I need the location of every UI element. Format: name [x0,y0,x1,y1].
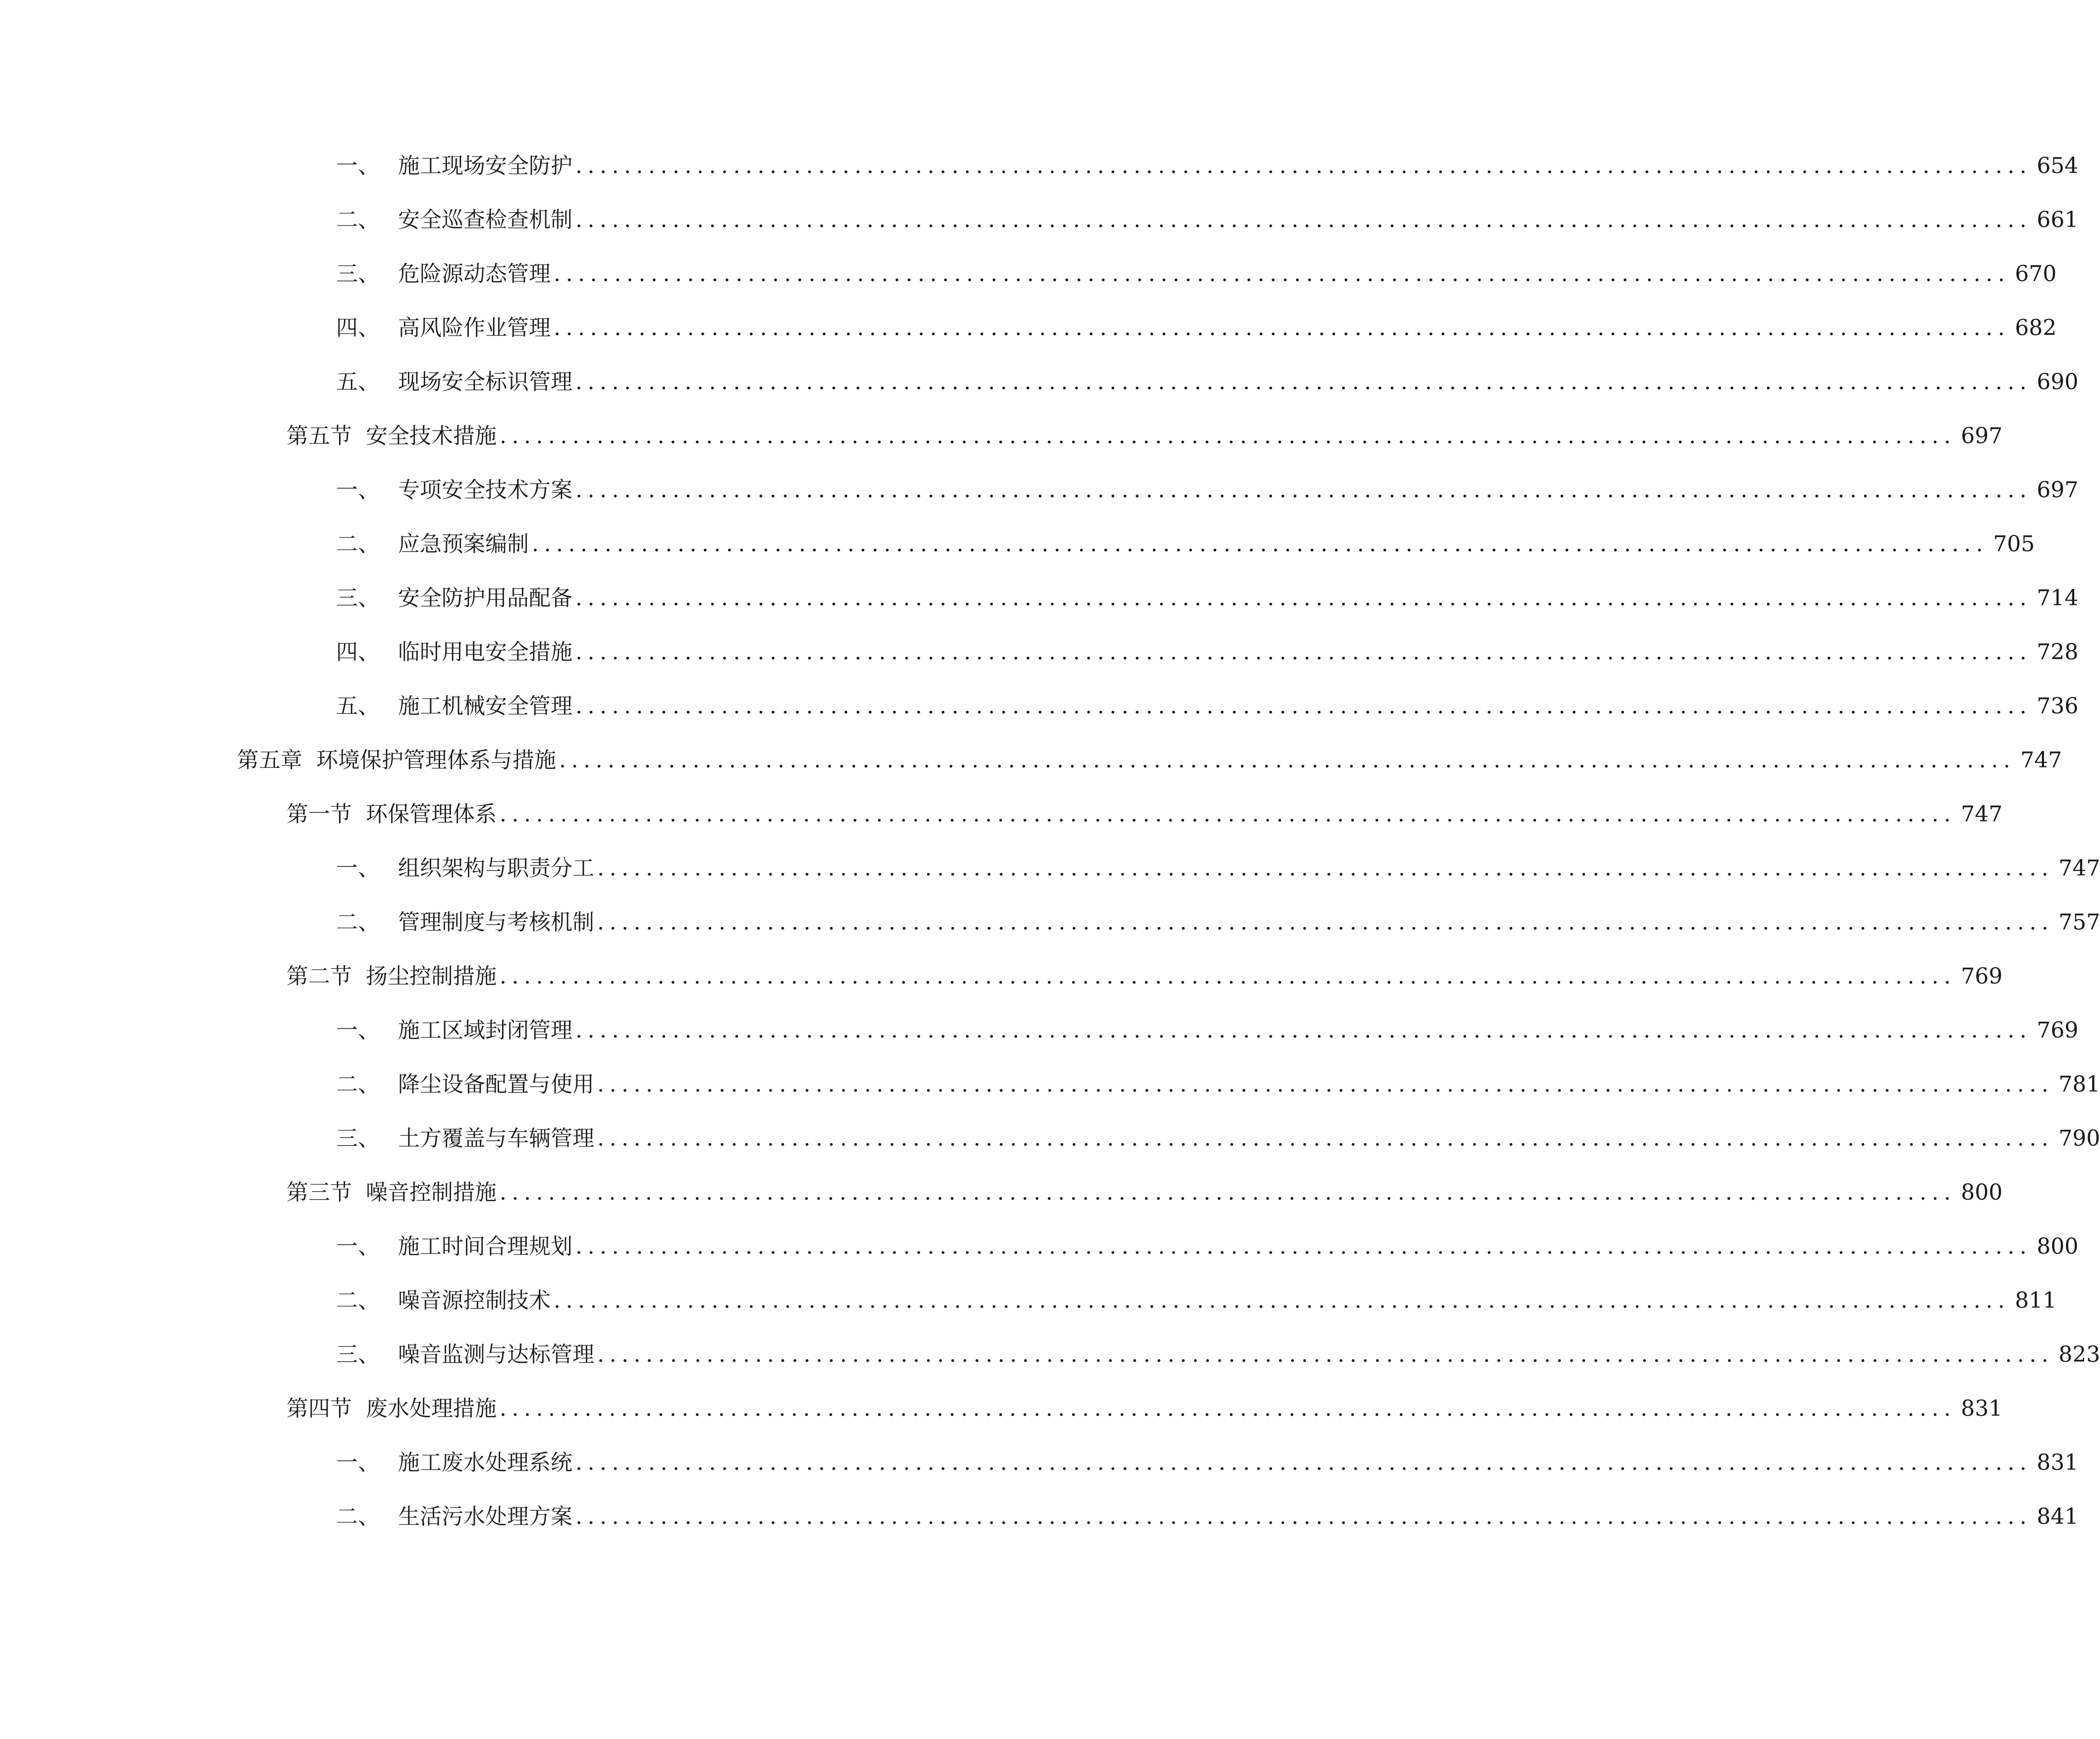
toc-entry-number: 第五节 [286,423,352,449]
toc-entry[interactable] [286,795,2003,834]
toc-entry-page: 757 [2058,910,2100,935]
toc-entry-number: 二、 [336,1288,380,1313]
toc-entry-page: 747 [2058,856,2100,881]
dot-leader: ........................................................................................................................ [575,639,2032,665]
dot-leader: ........................................................................................................................ [575,369,2032,395]
toc-entry[interactable] [336,524,2035,564]
toc-entry-page: 736 [2037,694,2079,719]
toc-entry[interactable] [336,362,2079,402]
toc-entry-page: 661 [2037,207,2079,232]
toc-entry-number: 二、 [336,531,380,557]
dot-leader: ........................................................................................................................ [597,910,2054,935]
toc-entry-number: 四、 [336,639,380,665]
toc-entry-number: 一、 [336,856,380,881]
toc-entry[interactable] [336,687,2079,726]
toc-entry[interactable] [336,1227,2079,1267]
dot-leader: ........................................................................................................................ [575,1450,2032,1475]
toc-entry-number: 第五章 [237,748,302,773]
toc-entry-title: 应急预案编制 [398,531,529,557]
toc-entry-number: 第一节 [286,802,352,827]
dot-leader: ........................................................................................................................ [500,1180,1956,1205]
toc-entry-number: 二、 [336,910,380,935]
toc-entry-page: 690 [2037,369,2079,395]
toc-entry-page: 728 [2037,639,2079,665]
toc-entry-title: 临时用电安全措施 [398,639,572,665]
toc-entry[interactable] [336,1497,2079,1537]
toc-entry-page: 800 [1961,1180,2003,1205]
toc-entry-page: 705 [1993,531,2035,557]
toc-entry-number: 一、 [336,1018,380,1043]
dot-leader: ........................................................................................................................ [597,856,2054,881]
toc-entry[interactable] [336,470,2079,510]
toc-entry[interactable] [336,1119,2100,1159]
toc-entry-number: 第三节 [286,1180,352,1205]
toc-entry[interactable] [336,1011,2079,1050]
toc-entry-title: 降尘设备配置与使用 [398,1072,594,1097]
toc-entry-title: 环保管理体系 [366,802,497,827]
toc-entry-number: 三、 [336,261,380,287]
toc-entry-number: 五、 [336,369,380,395]
toc-entry-title: 安全防护用品配备 [398,585,572,611]
toc-entry[interactable] [336,308,2057,348]
dot-leader: ........................................................................................................................ [597,1072,2054,1097]
toc-entry-number: 四、 [336,315,380,341]
dot-leader: ........................................................................................................................ [500,1396,1956,1421]
toc-entry-number: 五、 [336,694,380,719]
toc-entry-number: 第四节 [286,1396,352,1421]
dot-leader: ........................................................................................................................ [575,1234,2032,1259]
toc-entry[interactable] [286,1173,2003,1213]
dot-leader: ........................................................................................................................ [597,1342,2054,1367]
toc-entry-number: 一、 [336,153,380,178]
dot-leader: ........................................................................................................................ [575,153,2032,178]
dot-leader: ........................................................................................................................ [575,694,2032,719]
toc-entry[interactable] [336,200,2079,240]
toc-entry-title: 生活污水处理方案 [398,1504,572,1529]
toc-entry-page: 697 [1961,423,2003,449]
toc-entry-number: 一、 [336,1450,380,1475]
dot-leader: ........................................................................................................................ [559,748,2016,773]
toc-entry[interactable] [336,254,2057,294]
toc-entry[interactable] [237,741,2062,780]
toc-entry-number: 三、 [336,1126,380,1151]
dot-leader: ........................................................................................................................ [575,477,2032,503]
toc-entry[interactable] [336,1281,2057,1321]
toc-entry-title: 安全技术措施 [366,423,497,449]
toc-entry-title: 组织架构与职责分工 [398,856,594,881]
dot-leader: ........................................................................................................................ [575,585,2032,611]
toc-entry-page: 823 [2058,1342,2100,1367]
toc-entry-title: 土方覆盖与车辆管理 [398,1126,594,1151]
dot-leader: ........................................................................................................................ [500,802,1956,827]
toc-entry-title: 噪音控制措施 [366,1180,497,1205]
toc-entry-number: 一、 [336,477,380,503]
toc-entry[interactable] [336,1335,2100,1375]
toc-entry-page: 682 [2015,315,2057,341]
toc-entry[interactable] [336,633,2079,672]
toc-entry-page: 781 [2058,1072,2100,1097]
toc-entry[interactable] [336,1065,2100,1104]
toc-entry-title: 专项安全技术方案 [398,477,572,503]
dot-leader: ........................................................................................................................ [575,1504,2032,1529]
dot-leader: ........................................................................................................................ [554,1288,2010,1313]
toc-entry[interactable] [286,416,2003,456]
toc-entry-title: 施工机械安全管理 [398,694,572,719]
toc-entry-number: 二、 [336,1504,380,1529]
toc-entry-number: 三、 [336,1342,380,1367]
toc-entry-title: 施工时间合理规划 [398,1234,572,1259]
toc-entry-page: 811 [2015,1288,2057,1313]
toc-entry-page: 714 [2037,585,2079,611]
toc-entry-page: 769 [2037,1018,2079,1043]
toc-entry-title: 废水处理措施 [366,1396,497,1421]
toc-entry[interactable] [336,146,2079,186]
toc-entry-number: 一、 [336,1234,380,1259]
toc-entry-number: 第二节 [286,964,352,989]
toc-entry[interactable] [286,957,2003,996]
toc-entry-page: 769 [1961,964,2003,989]
toc-entry-title: 危险源动态管理 [398,261,551,287]
dot-leader: ........................................................................................................................ [532,531,1988,557]
toc-entry-title: 施工现场安全防护 [398,153,572,178]
toc-entry-page: 800 [2037,1234,2079,1259]
toc-entry-title: 扬尘控制措施 [366,964,497,989]
dot-leader: ........................................................................................................................ [575,207,2032,232]
toc-entry-title: 施工废水处理系统 [398,1450,572,1475]
toc-entry[interactable] [336,579,2079,618]
toc-entry-title: 现场安全标识管理 [398,369,572,395]
toc-entry-page: 747 [2020,748,2062,773]
toc-entry[interactable] [286,1389,2003,1429]
toc-entry[interactable] [336,903,2100,942]
dot-leader: ........................................................................................................................ [554,261,2010,287]
toc-entry-page: 747 [1961,802,2003,827]
toc-entry-page: 831 [1961,1396,2003,1421]
toc-entry-page: 654 [2037,153,2079,178]
dot-leader: ........................................................................................................................ [500,964,1956,989]
toc-entry-title: 噪音源控制技术 [398,1288,551,1313]
toc-entry-title: 安全巡查检查机制 [398,207,572,232]
toc-entry-page: 841 [2037,1504,2079,1529]
toc-entry-number: 二、 [336,207,380,232]
toc-entry-title: 高风险作业管理 [398,315,551,341]
dot-leader: ........................................................................................................................ [597,1126,2054,1151]
toc-entry-title: 噪音监测与达标管理 [398,1342,594,1367]
toc-entry-page: 831 [2037,1450,2079,1475]
dot-leader: ........................................................................................................................ [554,315,2010,341]
toc-entry-page: 790 [2058,1126,2100,1151]
toc-entry-page: 697 [2037,477,2079,503]
toc-entry-number: 三、 [336,585,380,611]
toc-entry-title: 环境保护管理体系与措施 [316,748,556,773]
toc-entry-page: 670 [2015,261,2057,287]
toc-entry[interactable] [336,849,2100,888]
toc-entry-number: 二、 [336,1072,380,1097]
dot-leader: ........................................................................................................................ [500,423,1956,449]
toc-entry[interactable] [336,1443,2079,1483]
toc-entry-title: 管理制度与考核机制 [398,910,594,935]
dot-leader: ........................................................................................................................ [575,1018,2032,1043]
toc-entry-title: 施工区域封闭管理 [398,1018,572,1043]
